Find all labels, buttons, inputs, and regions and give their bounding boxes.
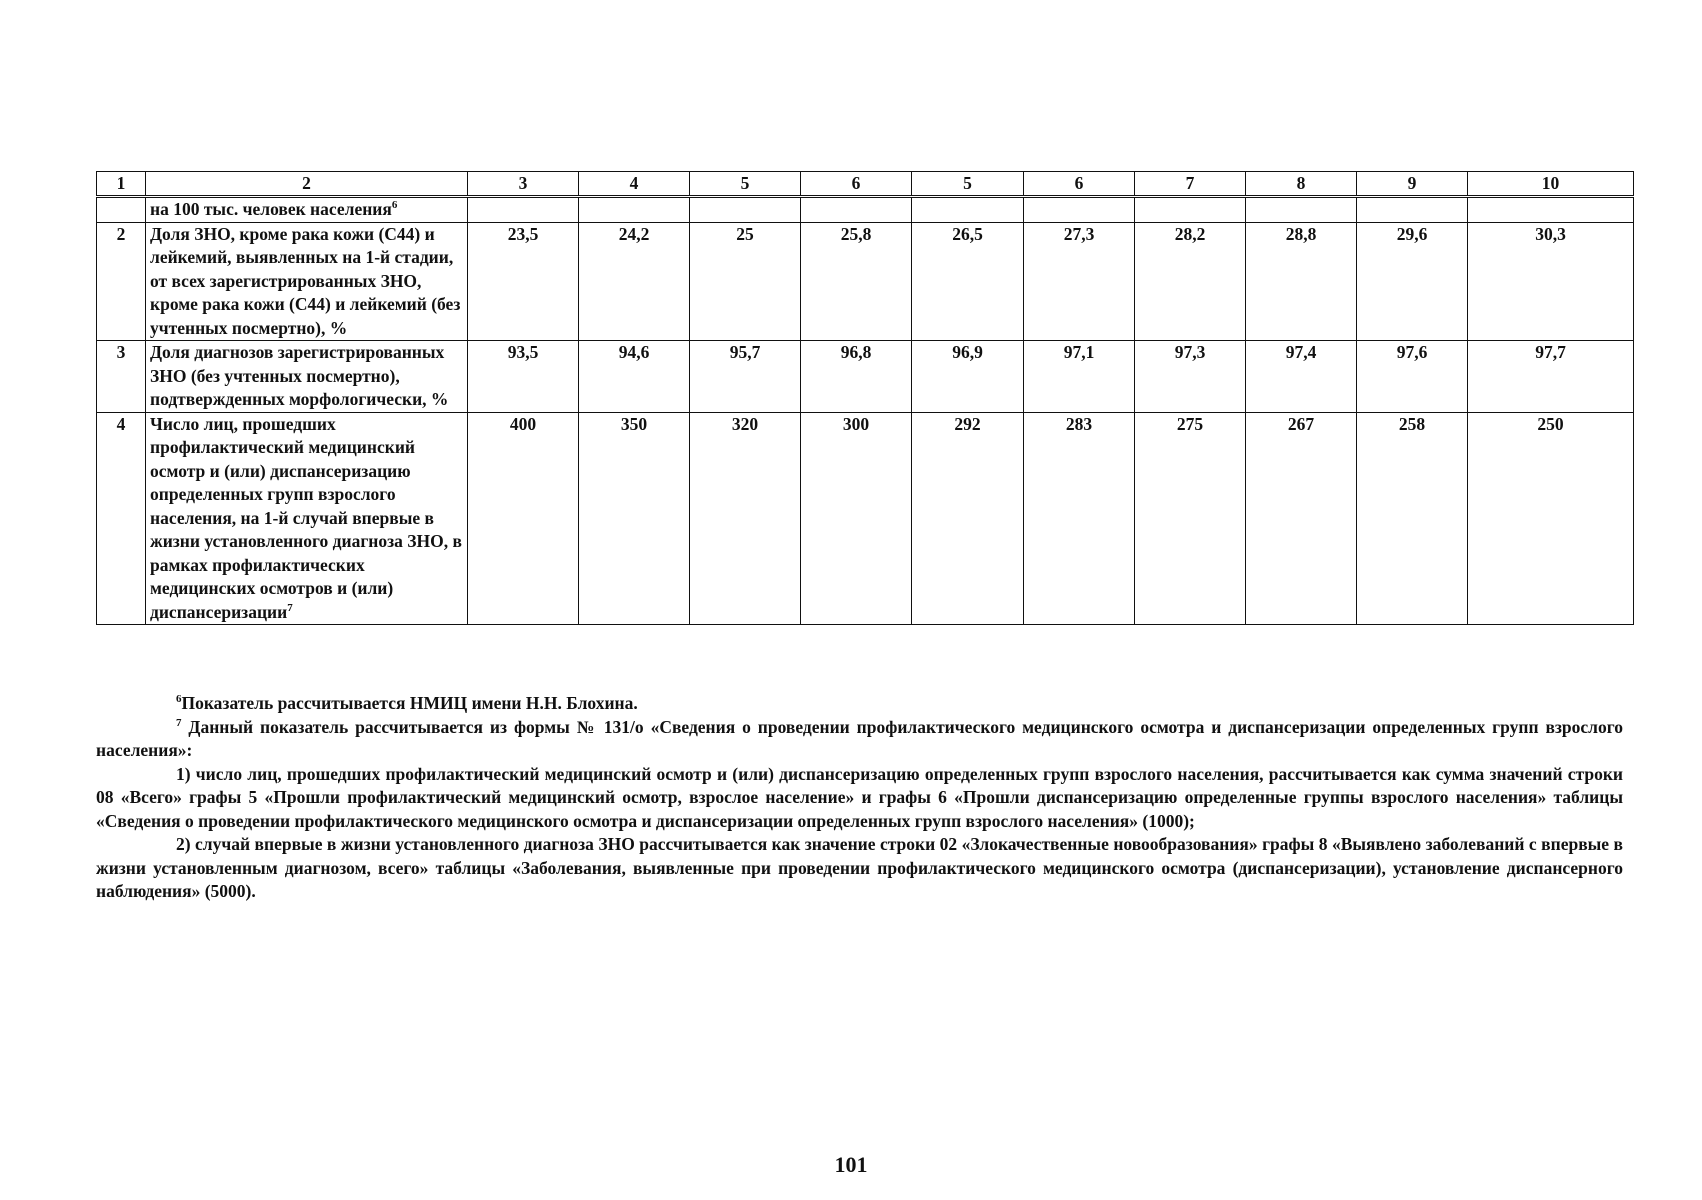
footnote-mark: 6 [176,693,182,706]
value-cell: 96,9 [912,341,1024,413]
value-cell: 300 [801,412,912,625]
value-cell: 94,6 [579,341,690,413]
footnote-mark: 7 [287,601,293,614]
row-number-cell: 3 [97,341,146,413]
table-header-row [97,172,1634,197]
table-row [97,222,1634,341]
header-cell: 6 [1024,172,1135,197]
table-row-continuation [97,197,1634,223]
page-number: 101 [834,1152,868,1177]
header-cell: 1 [97,172,146,197]
value-cell: 97,3 [1135,341,1246,413]
value-cell [1024,197,1135,223]
indicator-label-cell: Доля ЗНО, кроме рака кожи (С44) и лейкемий, выявленных на 1-й стадии, от всех зарегистрированных ЗНО, кроме рака кожи (С44) и лейкемий (без учтенных посмертно), % [146,222,468,341]
value-cell: 28,2 [1135,222,1246,341]
indicators-table [96,171,1634,625]
header-cell: 9 [1357,172,1468,197]
value-cell: 30,3 [1468,222,1634,341]
header-cell: 10 [1468,172,1634,197]
indicator-label: Число лиц, прошедших профилактический медицинский осмотр и (или) диспансеризацию определенных групп взрослого населения, на 1-й случай впервые в жизни установленного диагноза ЗНО, в рамках профилактических медицинских осмотров и (или) диспансеризации [150,413,462,622]
indicator-label-cell: Доля диагнозов зарегистрированных ЗНО (без учтенных посмертно), подтвержденных морфологически, % [146,341,468,413]
header-cell: 4 [579,172,690,197]
table-row [97,341,1634,413]
value-cell: 250 [1468,412,1634,625]
footnote-mark: 6 [391,199,398,212]
row-number-cell [97,197,146,223]
value-cell: 97,6 [1357,341,1468,413]
value-cell: 97,4 [1246,341,1357,413]
value-cell [1246,197,1357,223]
value-cell: 258 [1357,412,1468,625]
value-cell [912,197,1024,223]
value-cell: 27,3 [1024,222,1135,341]
footnote-mark: 7 [176,716,182,729]
value-cell [579,197,690,223]
value-cell: 275 [1135,412,1246,625]
value-cell: 29,6 [1357,222,1468,341]
value-cell: 320 [690,412,801,625]
value-cell: 283 [1024,412,1135,625]
footnotes-block [96,692,1623,904]
value-cell: 25,8 [801,222,912,341]
value-cell: 350 [579,412,690,625]
value-cell: 28,8 [1246,222,1357,341]
table-row [97,412,1634,625]
header-cell: 2 [146,172,468,197]
indicator-label-cell [146,412,468,625]
footnote-7 [96,716,1623,763]
header-cell: 8 [1246,172,1357,197]
value-cell: 25 [690,222,801,341]
value-cell: 23,5 [468,222,579,341]
value-cell: 97,7 [1468,341,1634,413]
value-cell [690,197,801,223]
header-cell: 6 [801,172,912,197]
value-cell: 26,5 [912,222,1024,341]
value-cell: 24,2 [579,222,690,341]
header-cell: 7 [1135,172,1246,197]
value-cell: 93,5 [468,341,579,413]
footnote-6 [96,692,1623,716]
row-number-cell: 2 [97,222,146,341]
footnote-item-1: 1) число лиц, прошедших профилактический медицинский осмотр и (или) диспансеризацию определенных групп взрослого населения, рассчитывается как сумма значений строки 08 «Всего» графы 5 «Прошли профилактический медицинский осмотр, взрослое население» и графы 6 «Прошли диспансеризацию определенные группы взрослого населения» таблицы «Сведения о проведении профилактического медицинского осмотра и диспансеризации определенных групп взрослого населения» (1000); [96,763,1623,831]
value-cell: 95,7 [690,341,801,413]
footnote-text: Данный показатель рассчитывается из формы № 131/о «Сведения о проведении профилактического медицинского осмотра и диспансеризации определенных групп взрослого населения»: [96,716,1624,760]
value-cell: 267 [1246,412,1357,625]
value-cell [1135,197,1246,223]
header-cell: 5 [690,172,801,197]
value-cell [1468,197,1634,223]
footnote-item-2: 2) случай впервые в жизни установленного диагноза ЗНО рассчитывается как значение строки 02 «Злокачественные новообразования» графы 8 «Выявлено заболеваний с впервые в жизни установленным диагнозом, всего» таблицы «Заболевания, выявленные при проведении профилактического медицинского осмотра (диспансеризации), установление диспансерного наблюдения» (5000). [96,834,1623,901]
indicator-label-cell [146,197,468,223]
header-cell: 5 [912,172,1024,197]
value-cell: 97,1 [1024,341,1135,413]
value-cell: 292 [912,412,1024,625]
value-cell [801,197,912,223]
value-cell: 400 [468,412,579,625]
value-cell [468,197,579,223]
indicator-label: на 100 тыс. человек населения [150,199,392,219]
value-cell [1357,197,1468,223]
header-cell: 3 [468,172,579,197]
row-number-cell: 4 [97,412,146,625]
footnote-text: Показатель рассчитывается НМИЦ имени Н.Н. Блохина. [181,693,638,713]
value-cell: 96,8 [801,341,912,413]
